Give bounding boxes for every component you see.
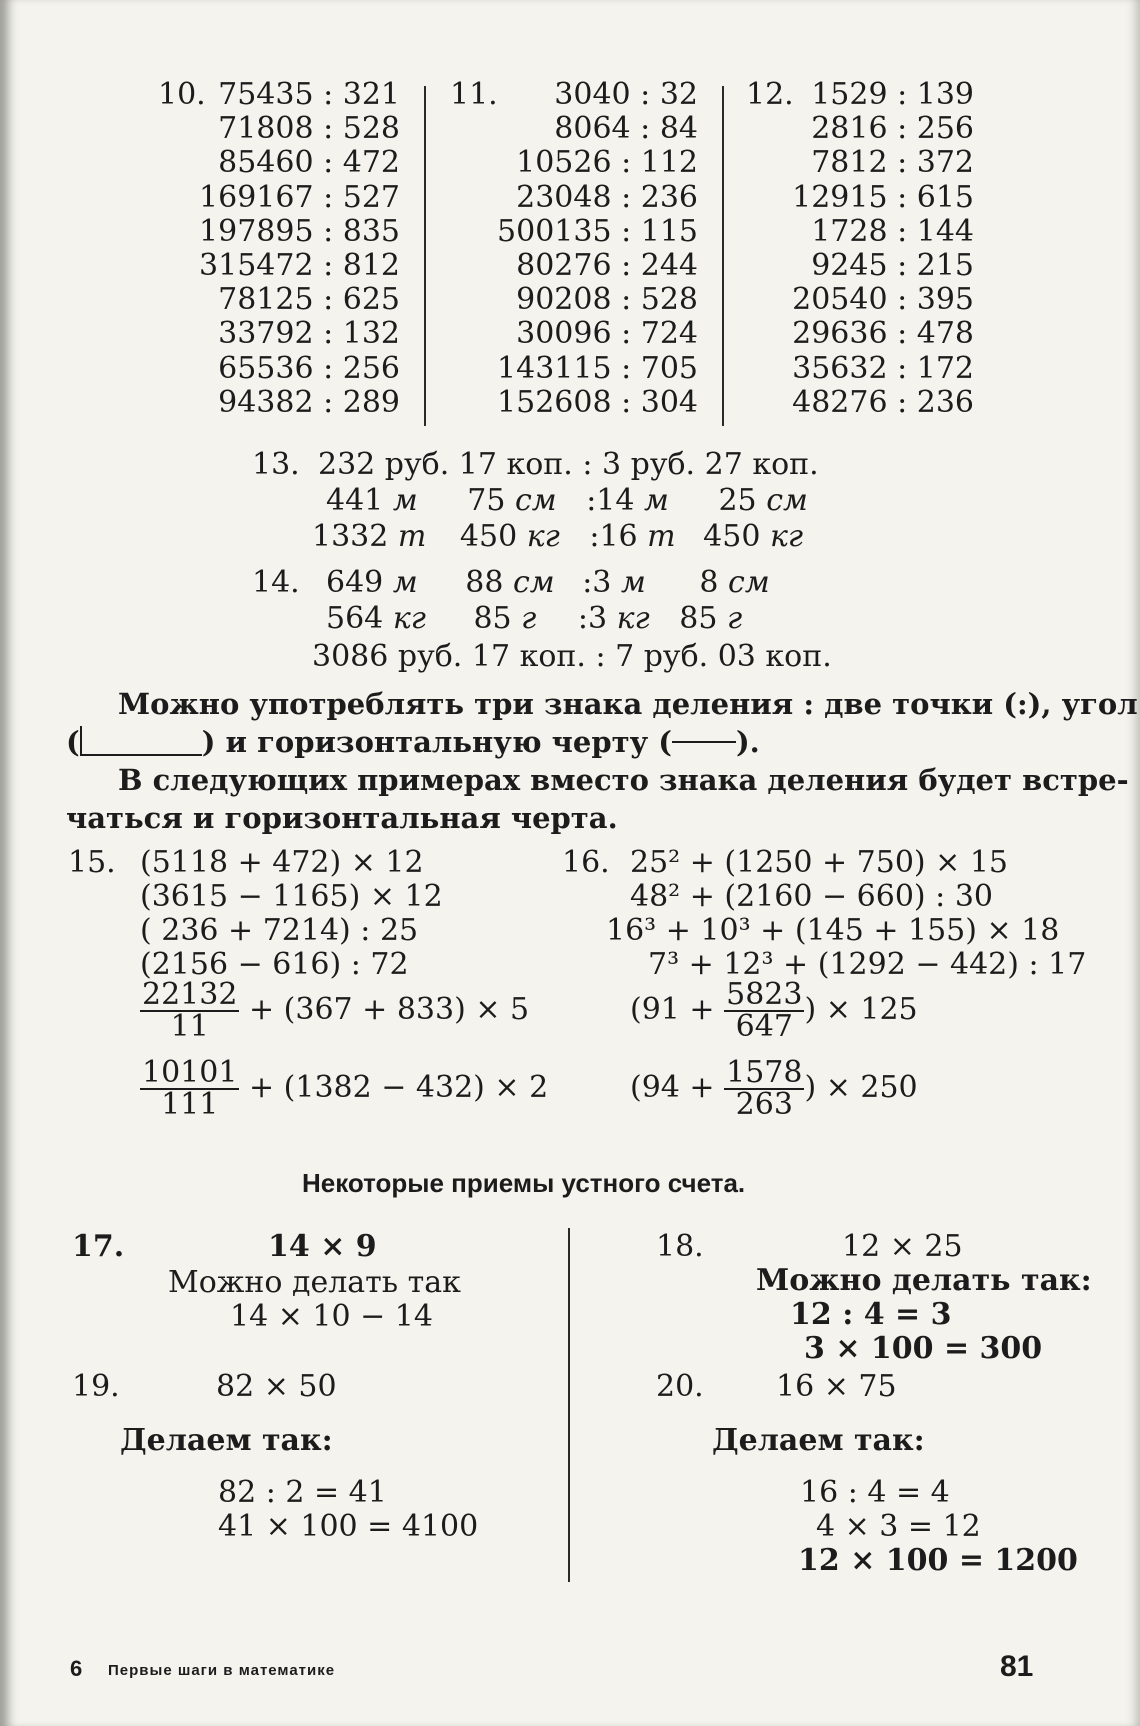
section-title: Некоторые приемы устного счета. — [302, 1168, 746, 1198]
signature-mark: 6 — [70, 1656, 83, 1681]
exercise-15-number: 15. — [68, 845, 116, 880]
list-item: 20540 : 395 — [792, 282, 974, 318]
exercise-12-number: 12. — [746, 77, 794, 112]
list-item: 1728 : 144 — [811, 213, 974, 249]
list-item: 169167 : 527 — [199, 179, 400, 215]
exercise-17-note: Можно делать так — [168, 1265, 461, 1300]
exercise-15-fraction-2: $\frac{10101}{111}$ + (1382 − 432) × 2 — [142, 1055, 549, 1122]
list-item: 143115 : 705 — [497, 350, 698, 386]
exercise-15-line-2: (3615 − 1165) × 12 — [140, 879, 443, 914]
exercise-13-line-2: 441 м 75 см :14 м 25 см — [326, 483, 808, 518]
exercise-14-line-2: 564 кг 85 г :3 кг 85 г — [326, 601, 743, 636]
exercise-15-line-4: (2156 − 616) : 72 — [140, 947, 409, 982]
exercise-11-list — [497, 78, 698, 420]
exercise-15-line-3: ( 236 + 7214) : 25 — [140, 913, 419, 948]
list-item: 75435 : 321 — [218, 77, 400, 112]
exercise-16-line-2: 48² + (2160 − 660) : 30 — [630, 879, 993, 914]
paragraph-next-examples: В следующих примерах вместо знака деления будет встре- — [118, 763, 1129, 797]
exercise-13-line-3: 1332 т 450 кг :16 т 450 кг — [312, 519, 804, 554]
list-item: 90208 : 528 — [516, 282, 698, 318]
exercise-18-note: Можно делать так: — [756, 1263, 1092, 1298]
exercise-12-list — [792, 78, 974, 420]
list-item: 315472 : 812 — [199, 248, 400, 284]
list-item: 48276 : 236 — [792, 384, 974, 420]
list-item: 30096 : 724 — [516, 316, 698, 352]
exercise-19-line-2: 41 × 100 = 4100 — [218, 1509, 479, 1544]
exercise-20-line-3: 12 × 100 = 1200 — [798, 1543, 1078, 1578]
exercise-19-expression: 82 × 50 — [216, 1369, 337, 1404]
exercise-16-fraction-2: (94 + $\frac{1578}{263}$ ) × 250 — [630, 1055, 918, 1122]
exercise-17-expression: 14 × 9 — [268, 1229, 377, 1264]
exercise-16-line-1: 25² + (1250 + 750) × 15 — [630, 845, 1009, 880]
exercise-17-line-1: 14 × 10 − 14 — [230, 1299, 433, 1334]
horizontal-division-sign — [672, 741, 736, 743]
exercise-20-expression: 16 × 75 — [776, 1369, 897, 1404]
list-item: 23048 : 236 — [516, 179, 698, 215]
list-item: 500135 : 115 — [497, 213, 698, 249]
paragraph-division-signs: Можно употреблять три знака деления : две точки (:), угол — [118, 687, 1138, 721]
page-number: 81 — [1000, 1650, 1034, 1683]
exercise-16-fraction-1: (91 + $\frac{5823}{647}$ ) × 125 — [630, 977, 918, 1044]
exercise-14-number: 14. — [252, 565, 300, 600]
list-item: 65536 : 256 — [218, 350, 400, 386]
corner-division-sign — [80, 726, 202, 756]
exercise-17-number: 17. — [72, 1229, 125, 1264]
list-item: 197895 : 835 — [199, 213, 400, 249]
exercise-18-number: 18. — [656, 1229, 704, 1264]
exercise-19-line-1: 82 : 2 = 41 — [218, 1475, 387, 1510]
list-item: 85460 : 472 — [218, 145, 400, 181]
paragraph-next-examples-cont: чаться и горизонтальная черта. — [66, 801, 618, 835]
column-divider — [568, 1228, 570, 1582]
list-item: 152608 : 304 — [497, 384, 698, 420]
exercise-11-number: 11. — [450, 77, 498, 112]
exercise-18-line-2: 3 × 100 = 300 — [804, 1331, 1043, 1366]
list-item: 33792 : 132 — [218, 316, 400, 352]
column-divider — [424, 86, 426, 426]
exercise-10-number: 10. — [158, 77, 206, 112]
exercise-16-line-4: 7³ + 12³ + (1292 − 442) : 17 — [648, 947, 1087, 982]
list-item: 12915 : 615 — [792, 179, 974, 215]
exercise-16-number: 16. — [562, 845, 610, 880]
list-item: 9245 : 215 — [811, 248, 974, 284]
column-divider — [722, 86, 724, 426]
list-item: 80276 : 244 — [516, 248, 698, 284]
exercise-16-line-3: 16³ + 10³ + (145 + 155) × 18 — [606, 913, 1060, 948]
exercise-18-line-1: 12 : 4 = 3 — [790, 1297, 952, 1332]
exercise-19-number: 19. — [72, 1369, 120, 1404]
exercise-14-line-1: 649 м 88 см :3 м 8 см — [326, 565, 770, 600]
exercise-13-number: 13. — [252, 447, 300, 482]
exercise-20-number: 20. — [656, 1369, 704, 1404]
book-title: Первые шаги в математике — [108, 1662, 336, 1679]
exercise-15-line-1: (5118 + 472) × 12 — [140, 845, 424, 880]
exercise-19-note: Делаем так: — [120, 1423, 333, 1458]
list-item: 78125 : 625 — [218, 282, 400, 318]
exercise-20-line-2: 4 × 3 = 12 — [816, 1509, 981, 1544]
exercise-14-line-3: 3086 руб. 17 коп. : 7 руб. 03 коп. — [312, 639, 832, 674]
exercise-13-line-1: 232 руб. 17 коп. : 3 руб. 27 коп. — [318, 447, 819, 482]
exercise-15-fraction-1: $\frac{22132}{11}$ + (367 + 833) × 5 — [142, 977, 530, 1044]
exercise-20-line-1: 16 : 4 = 4 — [800, 1475, 950, 1510]
list-item: 29636 : 478 — [792, 316, 974, 352]
paragraph-division-signs-cont: ( ) и горизонтальную черту ( ). — [66, 725, 760, 759]
list-item: 35632 : 172 — [792, 350, 974, 386]
list-item: 10526 : 112 — [516, 145, 698, 181]
list-item: 94382 : 289 — [218, 384, 400, 420]
list-item: 71808 : 528 — [218, 111, 400, 147]
list-item: 3040 : 32 — [554, 77, 698, 112]
list-item: 1529 : 139 — [811, 77, 974, 112]
exercise-10-list — [199, 78, 400, 420]
list-item: 8064 : 84 — [554, 111, 698, 147]
list-item: 2816 : 256 — [811, 111, 974, 147]
exercise-20-note: Делаем так: — [712, 1423, 925, 1458]
exercise-18-expression: 12 × 25 — [842, 1229, 963, 1264]
list-item: 7812 : 372 — [811, 145, 974, 181]
